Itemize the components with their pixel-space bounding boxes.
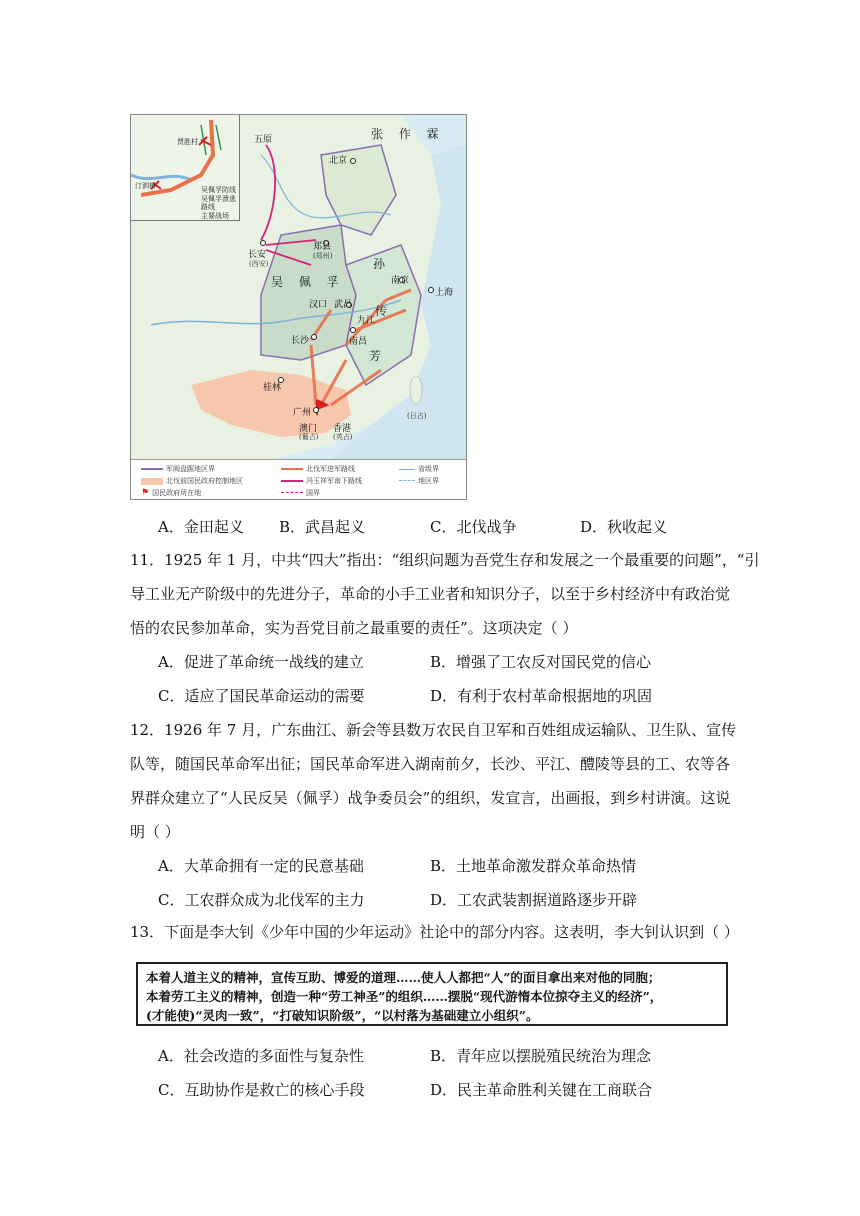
city-zhengxian: 郑县 <box>313 242 332 252</box>
northern-expedition-map <box>130 114 467 500</box>
legend-item-8: 地区界 <box>399 476 439 486</box>
city-aomen-sub: (葡占) <box>299 433 319 441</box>
city-aomen: 澳门 <box>299 424 318 434</box>
q12-stem-line-3: 界群众建立了“人民反吴（佩孚）战争委员会”的组织，发宣言，出画报，到乡村讲演。这说 <box>130 789 731 807</box>
q11-option-a[interactable]: A．促进了革命统一战线的建立 <box>158 653 364 671</box>
inset-legend-2: 吴佩孚溃逃 <box>201 195 236 203</box>
q12-stem-line-4: 明（ ） <box>130 823 180 841</box>
q10-option-b[interactable]: B．武昌起义 <box>279 518 366 536</box>
inset-drawing <box>131 115 239 220</box>
q13-quote-line-1: 本着人道主义的精神，宣传互助、博爱的道理……使人人都把“人”的面目拿出来对他的同胞； <box>146 970 661 985</box>
q13-option-c[interactable]: C．互助协作是救亡的核心手段 <box>158 1081 365 1099</box>
city-jiujiang: 九江 <box>357 316 376 326</box>
q11-stem-line-2: 导工业无产阶级中的先进分子，革命的小手工业者和知识分子，以至于乡村经济中有政治觉 <box>130 585 731 603</box>
legend-item-5: 冯玉祥军南下路线 <box>281 476 362 486</box>
city-changan-sub: (西安) <box>249 260 269 268</box>
city-nanjing: 南京 <box>391 276 410 286</box>
legend-item-1: 军阀盘踞地区界 <box>141 464 215 474</box>
label-taiwan-occupied: (日占) <box>407 412 427 420</box>
label-sun-3: 芳 <box>369 349 388 363</box>
q12-option-d[interactable]: D．工农武装割据道路逐步开辟 <box>430 891 638 909</box>
legend-item-4: 北伐军进军路线 <box>281 464 355 474</box>
q11-stem-line-1: 11．1925 年 1 月，中共“四大”指出：“组织问题为吾党生存和发展之一个最重要的问题”，“引 <box>130 551 760 569</box>
city-shanghai: 上海 <box>435 288 454 298</box>
q13-quote-line-3: (才能使)“灵肉一致”，“打破知识阶级”，“以村落为基础建立小组织”。 <box>146 1008 539 1023</box>
label-sun-2: 传 <box>375 304 394 318</box>
city-hankou: 汉口 <box>309 300 328 310</box>
label-zhangzuolin: 张 作 霖 <box>371 127 445 141</box>
legend-item-3: ⚑ 国民政府所在地 <box>141 488 202 498</box>
inset-legend-1: 吴佩孚防线 <box>201 186 236 194</box>
inset-legend-3: 路线 <box>201 203 215 211</box>
flag-icon: ⚑ <box>141 488 150 498</box>
inset-place-2: 汀泗桥 <box>135 182 156 190</box>
label-sun-1: 孙 <box>373 257 392 271</box>
inset-legend-4: 主要战场 <box>201 212 229 220</box>
city-xianggang-sub: (英占) <box>333 433 353 441</box>
city-wuchang: 武昌 <box>334 300 353 310</box>
inset-place-1: 贾胜村 <box>177 138 198 146</box>
q12-option-b[interactable]: B．土地革命激发群众革命热情 <box>430 857 637 875</box>
q13-stem: 13．下面是李大钊《少年中国的少年运动》社论中的部分内容。这表明，李大钊认识到（ ） <box>130 923 739 941</box>
q11-stem-line-3: 悟的农民参加革命，实为吾党目前之最重要的责任”。这项决定（ ） <box>130 619 578 637</box>
city-nanchang: 南昌 <box>349 337 368 347</box>
q11-option-d[interactable]: D．有利于农村革命根据地的巩固 <box>430 687 653 705</box>
legend-item-2: 北伐前国民政府控制地区 <box>141 476 243 486</box>
map-legend <box>131 459 466 500</box>
city-changsha: 长沙 <box>291 336 310 346</box>
q13-option-d[interactable]: D．民主革命胜利关键在工商联合 <box>430 1081 653 1099</box>
q12-option-c[interactable]: C．工农群众成为北伐军的主力 <box>158 891 365 909</box>
q13-option-b[interactable]: B．青年应以摆脱殖民统治为理念 <box>430 1047 652 1065</box>
legend-item-7: 省级界 <box>399 464 439 474</box>
q11-option-c[interactable]: C．适应了国民革命运动的需要 <box>158 687 365 705</box>
q12-option-a[interactable]: A．大革命拥有一定的民意基础 <box>158 857 364 875</box>
city-guangzhou: 广州 <box>293 408 312 418</box>
q13-quote-line-2: 本着劳工主义的精神，创造一种“劳工神圣”的组织……摆脱“现代游惰本位掠夺主义的经济”， <box>146 989 663 1004</box>
q12-stem-line-1: 12．1926 年 7 月，广东曲江、新会等县数万农民自卫军和百姓组成运输队、卫生队、宣传 <box>130 721 737 739</box>
city-wuyuan: 五原 <box>254 135 273 145</box>
q10-option-a[interactable]: A．金田起义 <box>158 518 244 536</box>
q13-quote-box <box>136 962 728 1026</box>
q12-stem-line-2: 队等，随国民革命军出征；国民革命军进入湖南前夕，长沙、平江、醴陵等县的工、农等各 <box>130 755 731 773</box>
city-xianggang: 香港 <box>333 424 352 434</box>
label-wupeifu: 吴 佩 孚 <box>271 275 345 289</box>
q11-option-b[interactable]: B．增强了工农反对国民党的信心 <box>430 653 652 671</box>
q10-option-c[interactable]: C．北伐战争 <box>430 518 517 536</box>
inset-map <box>131 115 240 221</box>
city-guilin: 桂林 <box>263 383 282 393</box>
q10-option-d[interactable]: D．秋收起义 <box>580 518 668 536</box>
legend-item-6: 国界 <box>281 488 320 498</box>
q13-option-a[interactable]: A．社会改造的多面性与复杂性 <box>158 1047 364 1065</box>
city-beijing: 北京 <box>329 156 348 166</box>
city-changan: 长安 <box>248 250 267 260</box>
city-zhengxian-sub: (郑州) <box>313 252 333 260</box>
